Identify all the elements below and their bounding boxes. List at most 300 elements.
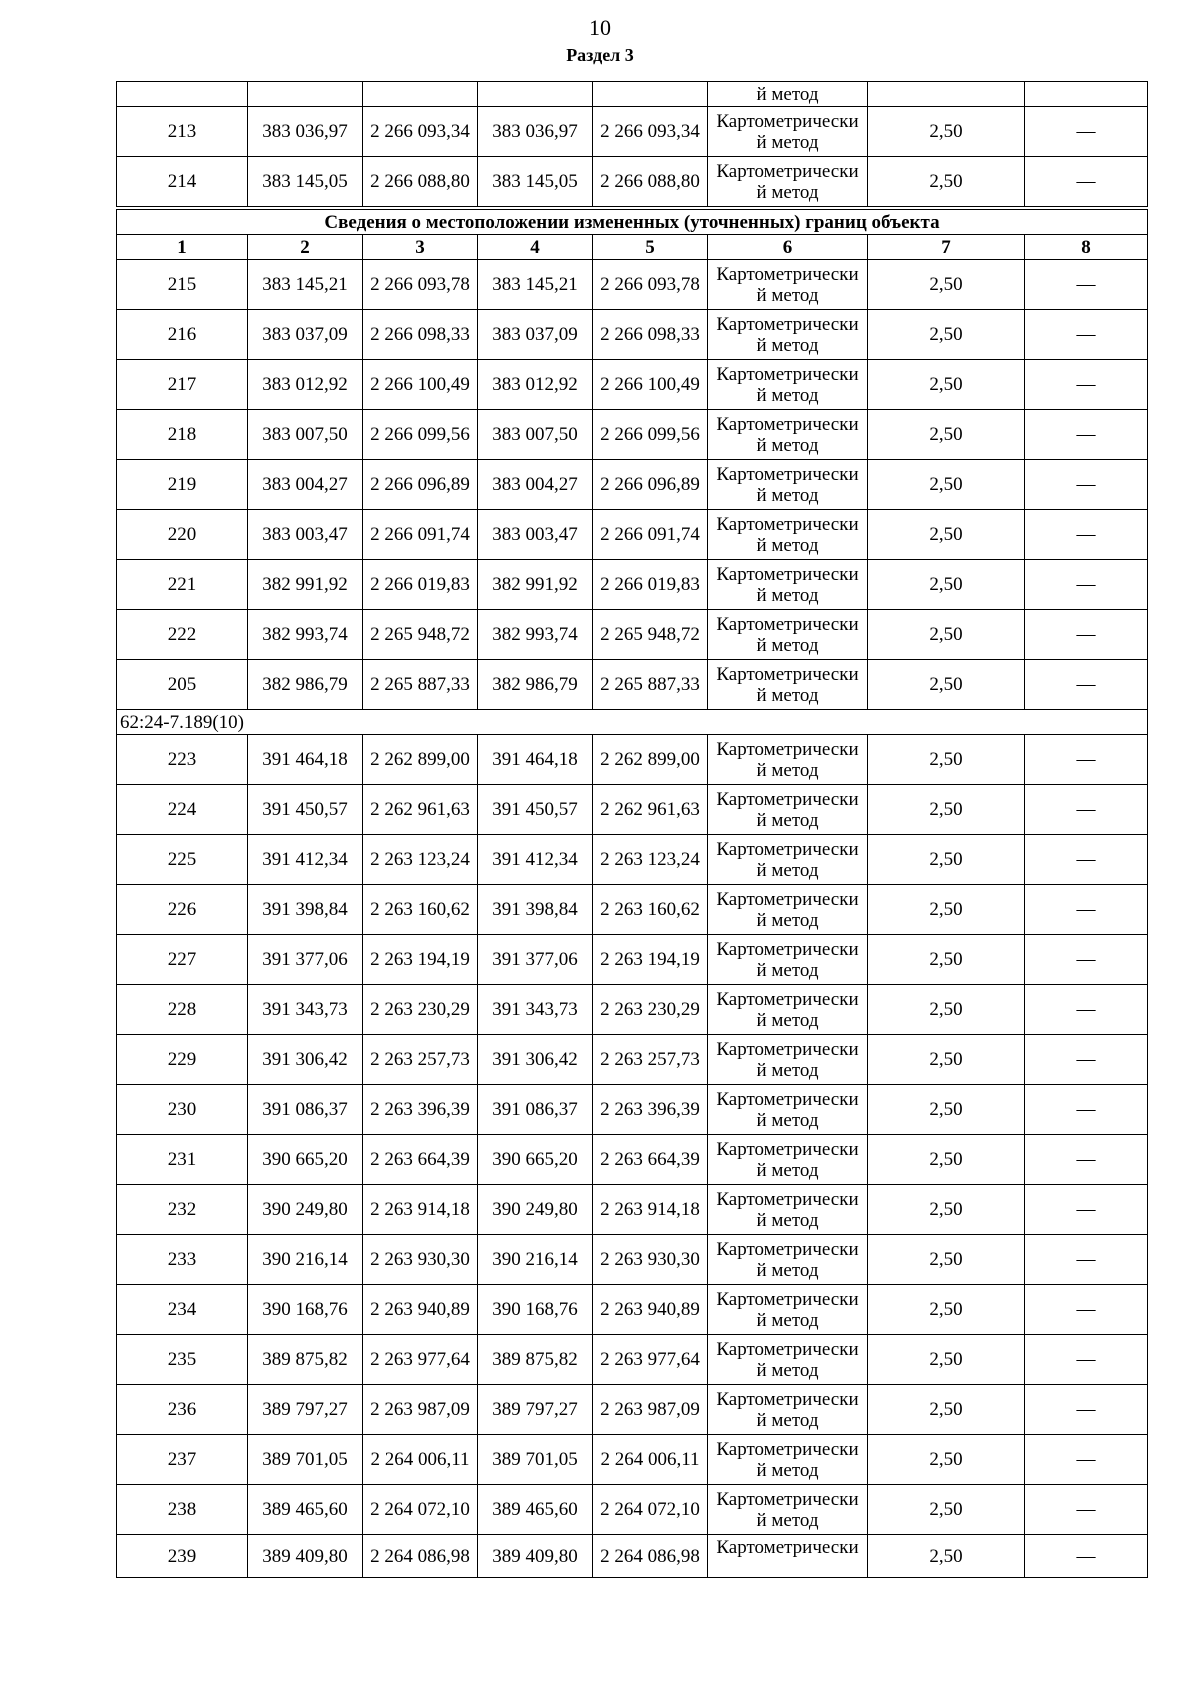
method-cell xyxy=(708,410,868,460)
coordinate-cell: 2 266 088,80 xyxy=(363,157,478,209)
method-line-2: й метод xyxy=(756,959,819,981)
coordinate-cell: 2 263 230,29 xyxy=(363,985,478,1035)
point-number-cell: 235 xyxy=(117,1335,248,1385)
point-number-cell: 226 xyxy=(117,885,248,935)
method-line-1: Картометрически xyxy=(716,938,859,960)
coordinate-cell: 389 409,80 xyxy=(478,1535,593,1578)
coordinate-cell: 2 266 098,33 xyxy=(363,310,478,360)
method-line-2: й метод xyxy=(756,634,819,656)
method-line-1: Картометрически xyxy=(716,363,859,385)
note-cell: — xyxy=(1025,735,1148,785)
coordinate-cell: 2 266 100,49 xyxy=(593,360,708,410)
point-number-cell: 227 xyxy=(117,935,248,985)
table-cell xyxy=(868,82,1025,107)
coordinate-cell: 391 306,42 xyxy=(248,1035,363,1085)
accuracy-cell: 2,50 xyxy=(868,785,1025,835)
method-cell xyxy=(708,1385,868,1435)
point-number-cell: 218 xyxy=(117,410,248,460)
accuracy-cell: 2,50 xyxy=(868,260,1025,310)
table-row xyxy=(117,785,1148,835)
note-cell: — xyxy=(1025,1135,1148,1185)
method-cell xyxy=(708,1235,868,1285)
coordinate-cell: 2 263 160,62 xyxy=(593,885,708,935)
column-number-row xyxy=(117,235,1148,260)
method-line-1: Картометрически xyxy=(716,160,859,182)
coordinate-cell: 382 993,74 xyxy=(248,610,363,660)
table-row xyxy=(117,1535,1148,1578)
coordinate-cell: 2 263 257,73 xyxy=(363,1035,478,1085)
column-number: 3 xyxy=(363,235,478,260)
method-cell xyxy=(708,1285,868,1335)
column-number: 2 xyxy=(248,235,363,260)
coordinate-cell: 383 003,47 xyxy=(478,510,593,560)
coordinate-cell: 382 991,92 xyxy=(248,560,363,610)
accuracy-cell: 2,50 xyxy=(868,510,1025,560)
coordinate-cell: 391 412,34 xyxy=(248,835,363,885)
coordinate-cell: 2 264 006,11 xyxy=(593,1435,708,1485)
accuracy-cell: 2,50 xyxy=(868,460,1025,510)
coordinate-cell: 382 986,79 xyxy=(248,660,363,710)
accuracy-cell: 2,50 xyxy=(868,835,1025,885)
point-number-cell: 238 xyxy=(117,1485,248,1535)
method-line-1: Картометрически xyxy=(716,1088,859,1110)
method-cell xyxy=(708,1085,868,1135)
accuracy-cell: 2,50 xyxy=(868,360,1025,410)
accuracy-cell: 2,50 xyxy=(868,660,1025,710)
method-line-2: й метод xyxy=(756,1359,819,1381)
table-cell xyxy=(593,82,708,107)
note-cell: — xyxy=(1025,560,1148,610)
accuracy-cell: 2,50 xyxy=(868,1485,1025,1535)
note-cell: — xyxy=(1025,410,1148,460)
coordinates-table xyxy=(116,81,1148,1578)
method-line-2: й метод xyxy=(756,284,819,306)
method-line-1: Картометрически xyxy=(716,1038,859,1060)
coordinate-cell: 383 004,27 xyxy=(248,460,363,510)
accuracy-cell: 2,50 xyxy=(868,560,1025,610)
coordinate-cell: 2 263 987,09 xyxy=(363,1385,478,1435)
coordinate-cell: 390 665,20 xyxy=(478,1135,593,1185)
method-line-1: Картометрически xyxy=(716,1438,859,1460)
note-cell: — xyxy=(1025,1385,1148,1435)
table-row xyxy=(117,560,1148,610)
method-line-1: Картометрически xyxy=(716,988,859,1010)
method-line-2: й метод xyxy=(756,1109,819,1131)
method-cell xyxy=(708,360,868,410)
coordinate-cell: 390 168,76 xyxy=(248,1285,363,1335)
note-cell: — xyxy=(1025,610,1148,660)
column-number: 7 xyxy=(868,235,1025,260)
table-row xyxy=(117,985,1148,1035)
table-row xyxy=(117,1385,1148,1435)
note-cell: — xyxy=(1025,107,1148,157)
note-cell: — xyxy=(1025,1085,1148,1135)
accuracy-cell: 2,50 xyxy=(868,885,1025,935)
point-number-cell: 230 xyxy=(117,1085,248,1135)
coordinate-cell: 391 450,57 xyxy=(478,785,593,835)
coordinate-cell: 2 264 086,98 xyxy=(363,1535,478,1578)
coordinate-cell: 383 012,92 xyxy=(478,360,593,410)
coordinate-cell: 382 991,92 xyxy=(478,560,593,610)
method-line-2: й метод xyxy=(756,1159,819,1181)
coordinate-cell: 391 398,84 xyxy=(248,885,363,935)
method-line-2: й метод xyxy=(756,584,819,606)
note-cell: — xyxy=(1025,835,1148,885)
coordinate-cell: 383 004,27 xyxy=(478,460,593,510)
method-line-2: й метод xyxy=(756,1409,819,1431)
point-number-cell: 228 xyxy=(117,985,248,1035)
coordinate-cell: 2 263 123,24 xyxy=(363,835,478,885)
coordinate-cell: 2 263 977,64 xyxy=(363,1335,478,1385)
table-row xyxy=(117,107,1148,157)
method-line-2: й метод xyxy=(756,384,819,406)
method-line-1: Картометрически xyxy=(716,313,859,335)
method-line-1: Картометрически xyxy=(716,1238,859,1260)
method-line-2: й метод xyxy=(756,434,819,456)
method-line-2: й метод xyxy=(756,1309,819,1331)
accuracy-cell: 2,50 xyxy=(868,1235,1025,1285)
point-number-cell: 215 xyxy=(117,260,248,310)
coordinate-cell: 2 263 396,39 xyxy=(593,1085,708,1135)
coordinate-cell: 2 266 096,89 xyxy=(593,460,708,510)
table-cell xyxy=(478,82,593,107)
note-cell: — xyxy=(1025,1035,1148,1085)
coordinate-cell: 383 036,97 xyxy=(248,107,363,157)
coordinate-cell: 391 086,37 xyxy=(478,1085,593,1135)
method-line-2: й метод xyxy=(756,334,819,356)
method-cell xyxy=(708,935,868,985)
coordinate-cell: 2 262 899,00 xyxy=(593,735,708,785)
method-line-1: Картометрически xyxy=(716,888,859,910)
coordinate-cell: 391 306,42 xyxy=(478,1035,593,1085)
point-number-cell: 229 xyxy=(117,1035,248,1085)
coordinate-cell: 2 266 098,33 xyxy=(593,310,708,360)
table-row xyxy=(117,885,1148,935)
point-number-cell: 213 xyxy=(117,107,248,157)
method-cell xyxy=(708,835,868,885)
method-line-1: Картометрически xyxy=(716,788,859,810)
method-line-1: Картометрически xyxy=(716,1188,859,1210)
note-cell: — xyxy=(1025,935,1148,985)
method-line-2: й метод xyxy=(756,131,819,153)
coordinate-cell: 2 266 091,74 xyxy=(593,510,708,560)
coordinate-cell: 2 263 977,64 xyxy=(593,1335,708,1385)
accuracy-cell: 2,50 xyxy=(868,935,1025,985)
coordinate-cell: 390 216,14 xyxy=(478,1235,593,1285)
coordinate-cell: 391 086,37 xyxy=(248,1085,363,1135)
coordinate-cell: 2 263 664,39 xyxy=(363,1135,478,1185)
accuracy-cell: 2,50 xyxy=(868,1185,1025,1235)
table-row xyxy=(117,510,1148,560)
method-line-2: й метод xyxy=(756,1509,819,1531)
coordinate-cell: 2 262 899,00 xyxy=(363,735,478,785)
note-cell: — xyxy=(1025,460,1148,510)
method-line-1: Картометрически xyxy=(716,1138,859,1160)
accuracy-cell: 2,50 xyxy=(868,610,1025,660)
column-number: 8 xyxy=(1025,235,1148,260)
coordinate-cell: 389 465,60 xyxy=(248,1485,363,1535)
point-number-cell: 217 xyxy=(117,360,248,410)
table-row xyxy=(117,1335,1148,1385)
method-cell xyxy=(708,1435,868,1485)
note-cell: — xyxy=(1025,1335,1148,1385)
method-line-1: Картометрически xyxy=(716,613,859,635)
coordinate-cell: 383 007,50 xyxy=(478,410,593,460)
point-number-cell: 233 xyxy=(117,1235,248,1285)
coordinate-cell: 2 263 194,19 xyxy=(363,935,478,985)
method-cell xyxy=(708,510,868,560)
coordinate-cell: 389 797,27 xyxy=(478,1385,593,1435)
point-number-cell: 216 xyxy=(117,310,248,360)
point-number-cell: 214 xyxy=(117,157,248,209)
note-cell: — xyxy=(1025,660,1148,710)
coordinate-cell: 389 875,82 xyxy=(248,1335,363,1385)
coordinate-cell: 383 145,21 xyxy=(478,260,593,310)
point-number-cell: 232 xyxy=(117,1185,248,1235)
method-line-2: й метод xyxy=(756,1009,819,1031)
note-cell: — xyxy=(1025,310,1148,360)
table-cell xyxy=(248,82,363,107)
coordinate-cell: 390 216,14 xyxy=(248,1235,363,1285)
accuracy-cell: 2,50 xyxy=(868,1085,1025,1135)
table-cell xyxy=(117,82,248,107)
method-cell xyxy=(708,310,868,360)
method-cell xyxy=(708,610,868,660)
point-number-cell: 234 xyxy=(117,1285,248,1335)
coordinate-cell: 2 266 100,49 xyxy=(363,360,478,410)
point-number-cell: 239 xyxy=(117,1535,248,1578)
note-cell: — xyxy=(1025,157,1148,209)
coordinate-cell: 383 037,09 xyxy=(478,310,593,360)
table-row xyxy=(117,360,1148,410)
coordinate-cell: 2 265 887,33 xyxy=(593,660,708,710)
column-number: 6 xyxy=(708,235,868,260)
coordinate-cell: 2 262 961,63 xyxy=(363,785,478,835)
table-row xyxy=(117,835,1148,885)
coordinate-cell: 389 797,27 xyxy=(248,1385,363,1435)
coordinate-cell: 2 264 072,10 xyxy=(593,1485,708,1535)
note-cell: — xyxy=(1025,1285,1148,1335)
method-cell xyxy=(708,560,868,610)
point-number-cell: 221 xyxy=(117,560,248,610)
table-row xyxy=(117,1485,1148,1535)
coordinate-cell: 389 701,05 xyxy=(248,1435,363,1485)
point-number-cell: 205 xyxy=(117,660,248,710)
coordinate-cell: 2 264 006,11 xyxy=(363,1435,478,1485)
method-line-1: Картометрически xyxy=(716,110,859,132)
method-line-2: й метод xyxy=(756,684,819,706)
table-row xyxy=(117,1185,1148,1235)
accuracy-cell: 2,50 xyxy=(868,410,1025,460)
table-row xyxy=(117,1035,1148,1085)
coordinate-cell: 389 701,05 xyxy=(478,1435,593,1485)
accuracy-cell: 2,50 xyxy=(868,985,1025,1035)
method-cell xyxy=(708,785,868,835)
coordinate-cell: 2 263 123,24 xyxy=(593,835,708,885)
coordinate-cell: 2 265 948,72 xyxy=(593,610,708,660)
coordinate-cell: 2 263 940,89 xyxy=(593,1285,708,1335)
method-cell xyxy=(708,660,868,710)
point-number-cell: 219 xyxy=(117,460,248,510)
coordinate-cell: 2 266 019,83 xyxy=(593,560,708,610)
coordinate-cell: 2 262 961,63 xyxy=(593,785,708,835)
column-number: 4 xyxy=(478,235,593,260)
table-row-continuation xyxy=(117,82,1148,107)
coordinate-cell: 383 037,09 xyxy=(248,310,363,360)
coordinate-cell: 389 875,82 xyxy=(478,1335,593,1385)
coordinate-cell: 382 986,79 xyxy=(478,660,593,710)
coordinate-cell: 383 007,50 xyxy=(248,410,363,460)
coordinate-cell: 2 266 093,78 xyxy=(363,260,478,310)
coordinate-cell: 383 145,05 xyxy=(478,157,593,209)
coordinate-cell: 391 343,73 xyxy=(478,985,593,1035)
method-line-1: Картометрически xyxy=(716,1288,859,1310)
coordinate-cell: 2 266 096,89 xyxy=(363,460,478,510)
coordinate-cell: 389 465,60 xyxy=(478,1485,593,1535)
method-cell xyxy=(708,107,868,157)
accuracy-cell: 2,50 xyxy=(868,107,1025,157)
table-row xyxy=(117,610,1148,660)
note-cell: — xyxy=(1025,785,1148,835)
method-line-1: Картометрически xyxy=(716,563,859,585)
point-number-cell: 220 xyxy=(117,510,248,560)
method-line-2: й метод xyxy=(756,181,819,203)
note-cell: — xyxy=(1025,360,1148,410)
column-number: 1 xyxy=(117,235,248,260)
method-cell xyxy=(708,1185,868,1235)
table-row xyxy=(117,1085,1148,1135)
coordinate-cell: 2 263 230,29 xyxy=(593,985,708,1035)
coordinate-cell: 390 249,80 xyxy=(248,1185,363,1235)
coordinate-cell: 383 003,47 xyxy=(248,510,363,560)
coordinate-cell: 389 409,80 xyxy=(248,1535,363,1578)
subsection-heading-row xyxy=(117,208,1148,235)
coordinate-cell: 391 450,57 xyxy=(248,785,363,835)
table-row xyxy=(117,1435,1148,1485)
table-row xyxy=(117,460,1148,510)
coordinate-cell: 2 263 194,19 xyxy=(593,935,708,985)
table-row xyxy=(117,1285,1148,1335)
coordinate-cell: 391 377,06 xyxy=(248,935,363,985)
coordinate-cell: 383 145,21 xyxy=(248,260,363,310)
method-line-1: Картометрически xyxy=(716,1338,859,1360)
accuracy-cell: 2,50 xyxy=(868,1285,1025,1335)
section-title: Раздел 3 xyxy=(566,45,634,65)
method-line-1: Картометрически xyxy=(716,263,859,285)
note-cell: — xyxy=(1025,985,1148,1035)
method-cell xyxy=(708,1035,868,1085)
method-line-1: Картометрически xyxy=(716,738,859,760)
method-cell xyxy=(708,735,868,785)
table-row xyxy=(117,735,1148,785)
coordinate-cell: 2 263 914,18 xyxy=(593,1185,708,1235)
method-line-2: й метод xyxy=(756,909,819,931)
note-cell: — xyxy=(1025,1185,1148,1235)
point-number-cell: 237 xyxy=(117,1435,248,1485)
method-line-2: й метод xyxy=(756,859,819,881)
note-cell: — xyxy=(1025,1435,1148,1485)
accuracy-cell: 2,50 xyxy=(868,157,1025,209)
accuracy-cell: 2,50 xyxy=(868,1135,1025,1185)
table-row xyxy=(117,1135,1148,1185)
point-number-cell: 222 xyxy=(117,610,248,660)
table-cell xyxy=(363,82,478,107)
coordinate-cell: 2 266 093,34 xyxy=(593,107,708,157)
coordinate-cell: 2 263 940,89 xyxy=(363,1285,478,1335)
coordinate-cell: 390 168,76 xyxy=(478,1285,593,1335)
method-line-2: й метод xyxy=(756,534,819,556)
method-cell xyxy=(708,260,868,310)
coordinate-cell: 391 464,18 xyxy=(478,735,593,785)
coordinate-cell: 2 266 093,78 xyxy=(593,260,708,310)
point-number-cell: 225 xyxy=(117,835,248,885)
point-number-cell: 236 xyxy=(117,1385,248,1435)
method-line-2: й метод xyxy=(756,1059,819,1081)
note-cell: — xyxy=(1025,1485,1148,1535)
point-number-cell: 223 xyxy=(117,735,248,785)
coordinate-cell: 390 249,80 xyxy=(478,1185,593,1235)
method-line-1: Картометрически xyxy=(716,663,859,685)
coordinate-cell: 2 266 088,80 xyxy=(593,157,708,209)
method-line-1: Картометрически xyxy=(716,413,859,435)
method-cell: Картометрически xyxy=(708,1535,868,1578)
coordinate-cell: 2 266 093,34 xyxy=(363,107,478,157)
parcel-label: 62:24-7.189(10) xyxy=(117,710,1148,735)
accuracy-cell: 2,50 xyxy=(868,735,1025,785)
page-number: 10 xyxy=(589,15,611,40)
method-line-2: й метод xyxy=(756,1259,819,1281)
method-line-2: й метод xyxy=(756,759,819,781)
coordinate-cell: 391 412,34 xyxy=(478,835,593,885)
method-line-1: Картометрически xyxy=(716,1388,859,1410)
coordinate-cell: 2 263 257,73 xyxy=(593,1035,708,1085)
coordinate-cell: 2 266 099,56 xyxy=(363,410,478,460)
method-cell xyxy=(708,985,868,1035)
coordinate-cell: 383 036,97 xyxy=(478,107,593,157)
method-line-1: Картометрически xyxy=(716,838,859,860)
coordinate-cell: 391 343,73 xyxy=(248,985,363,1035)
coordinate-cell: 2 263 914,18 xyxy=(363,1185,478,1235)
coordinate-cell: 391 377,06 xyxy=(478,935,593,985)
note-cell: — xyxy=(1025,260,1148,310)
subsection-heading: Сведения о местоположении измененных (уточненных) границ объекта xyxy=(117,208,1148,235)
coordinate-cell: 391 464,18 xyxy=(248,735,363,785)
point-number-cell: 231 xyxy=(117,1135,248,1185)
coordinate-cell: 2 264 086,98 xyxy=(593,1535,708,1578)
method-line-1: Картометрически xyxy=(716,463,859,485)
coordinate-cell: 2 266 099,56 xyxy=(593,410,708,460)
note-cell: — xyxy=(1025,510,1148,560)
table-row xyxy=(117,310,1148,360)
coordinate-cell: 2 265 887,33 xyxy=(363,660,478,710)
table-row xyxy=(117,157,1148,209)
coordinate-cell: 2 263 160,62 xyxy=(363,885,478,935)
coordinate-cell: 2 263 930,30 xyxy=(593,1235,708,1285)
table-row xyxy=(117,260,1148,310)
coordinate-cell: 2 266 091,74 xyxy=(363,510,478,560)
method-line-2: й метод xyxy=(756,1209,819,1231)
method-line-2: й метод xyxy=(756,1459,819,1481)
method-cell: й метод xyxy=(708,82,868,107)
coordinate-cell: 391 398,84 xyxy=(478,885,593,935)
coordinate-cell: 2 266 019,83 xyxy=(363,560,478,610)
coordinate-cell: 2 263 987,09 xyxy=(593,1385,708,1435)
method-cell xyxy=(708,1135,868,1185)
note-cell: — xyxy=(1025,1235,1148,1285)
accuracy-cell: 2,50 xyxy=(868,1335,1025,1385)
method-line-1: Картометрически xyxy=(716,513,859,535)
accuracy-cell: 2,50 xyxy=(868,1385,1025,1435)
